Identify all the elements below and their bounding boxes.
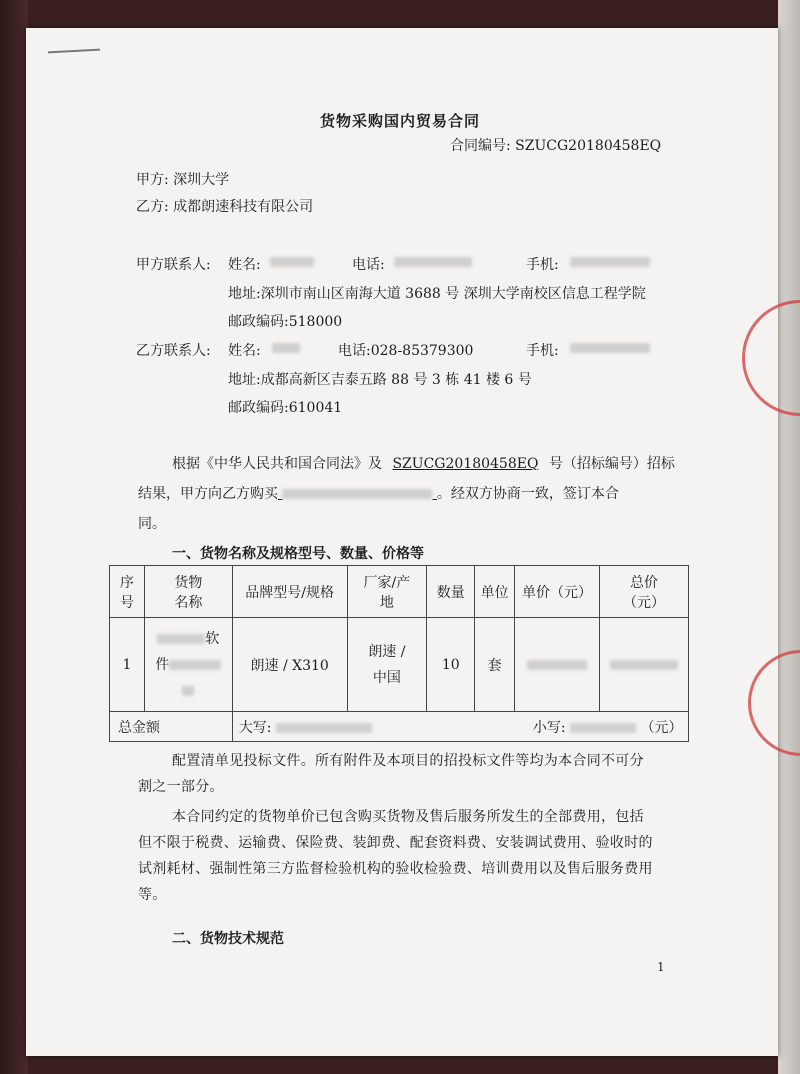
contact-a-address [228,283,646,303]
frame-left-edge [0,0,28,1074]
phone-label: 电话: [338,343,371,359]
address-label: 地址: [228,286,261,302]
intro-text: 结果，甲方向乙方购买 [138,486,278,502]
section-2-heading: 二、货物技术规范 [172,931,284,947]
header-text: 名称 [174,594,203,611]
contact-b-postcode [228,397,342,417]
cell-total-redacted [600,618,689,712]
header-text: 总价 [630,574,658,591]
table-row [110,618,689,712]
header-brand: 品牌型号/规格 [232,566,347,618]
redacted-mobile [570,254,650,270]
header-unit: 单位 [475,566,515,618]
header-text: 厂家/产 [363,574,411,591]
contact-a-mobile-label: 手机: [526,257,559,273]
cell-price-redacted [515,618,600,712]
lower-suffix: （元） [640,719,683,736]
redacted-name [270,254,314,270]
party-a [136,169,229,189]
table-header-row [110,566,689,618]
redacted-item-name [278,486,437,502]
postcode-value: 610041 [288,400,343,416]
section-1-heading: 一、货物名称及规格型号、数量、价格等 [172,546,424,562]
document-page [26,28,778,1056]
cell-qty: 10 [427,618,475,712]
upper-label: 大写: [238,719,272,736]
cell-unit: 套 [475,618,515,712]
redacted-lower-amount [570,723,636,733]
contact-b-phone [338,340,473,360]
postcode-label: 邮政编码: [228,400,289,416]
intro-text: 。经双方协商一致，签订本合 [436,486,619,502]
contract-number-value: SZUCG20180458EQ [515,138,662,154]
intro-text: 根据《中华人民共和国合同法》及 [172,456,382,472]
contact-a-label: 甲方联系人: [136,257,211,273]
postcode-value: 518000 [288,314,343,330]
total-amount [232,712,688,742]
contact-a-name-label: 姓名: [228,257,261,273]
frame-right-edge [778,0,800,1074]
header-qty: 数量 [427,566,475,618]
header-text: 序 [119,574,134,591]
party-b [136,196,313,216]
redacted-name [272,340,300,356]
intro-text: 号（招标编号）招标 [548,456,675,472]
header-text: 号 [119,594,134,611]
redacted-phone [394,254,472,270]
phone-value: 028-85379300 [370,343,474,359]
contact-a-postcode [228,311,342,331]
cell-brand: 朗速 / X310 [232,618,347,712]
address-label: 地址: [228,372,261,388]
address-value: 成都高新区吉泰五路 88 号 3 栋 41 楼 6 号 [260,372,532,388]
table-total-row [110,712,689,742]
intro-line-2 [138,483,619,503]
intro-line-3: 同。 [138,516,166,532]
contact-b-address [228,369,532,389]
paragraph-attachments: 配置清单见投标文件。所有附件及本项目的招投标文件等均为本合同不可分割之一部分。 [138,753,644,795]
header-text: （元） [623,594,665,611]
goods-table [109,565,689,742]
contact-a-phone-label: 电话: [352,257,385,273]
paragraph-price-terms: 本合同约定的货物单价已包含购买货物及售后服务所发生的全部费用，包括但不限于税费、运输费、保险费、装卸费、配套资料费、安装调试费用、验收时的试剂耗材、强制性第三方监督检验机构的验收检验费、培训费用以及售后服务费用等。 [138,809,653,903]
postcode-label: 邮政编码: [228,314,289,330]
header-text: 地 [379,594,394,611]
red-seal-stamp [748,650,800,756]
cell-maker [347,618,427,712]
header-maker [347,566,427,618]
contact-b-name-label: 姓名: [228,343,261,359]
header-total [600,566,689,618]
lower-label: 小写: [532,719,566,736]
cell-name [144,618,232,712]
cell-seq: 1 [110,618,145,712]
red-seal-stamp [742,300,800,416]
party-b-label: 乙方: [136,199,169,215]
bid-number: SZUCG20180458EQ [392,456,539,472]
redacted-mobile [570,340,650,356]
contact-b-mobile-label: 手机: [526,343,559,359]
contract-number-label: 合同编号: [450,138,511,154]
intro-line-1 [172,453,675,473]
header-seq [110,566,145,618]
contract-number [450,135,661,155]
pen-mark [48,49,100,54]
name-text: 软 [205,630,220,647]
redacted-upper-amount [276,723,372,733]
party-b-name: 成都朗速科技有限公司 [173,199,314,215]
maker-text: 中国 [372,669,401,686]
address-value: 深圳市南山区南海大道 3688 号 深圳大学南校区信息工程学院 [260,286,646,302]
total-label: 总金额 [110,712,233,742]
name-text: 件 [155,656,170,673]
page-number: 1 [657,960,665,974]
document-title: 货物采购国内贸易合同 [320,112,481,130]
maker-text: 朗速 / [368,643,406,660]
party-a-name: 深圳大学 [173,172,230,188]
contact-b-label: 乙方联系人: [136,343,211,359]
header-price: 单价（元） [515,566,600,618]
header-name [144,566,232,618]
header-text: 货物 [174,574,203,591]
party-a-label: 甲方: [136,172,169,188]
